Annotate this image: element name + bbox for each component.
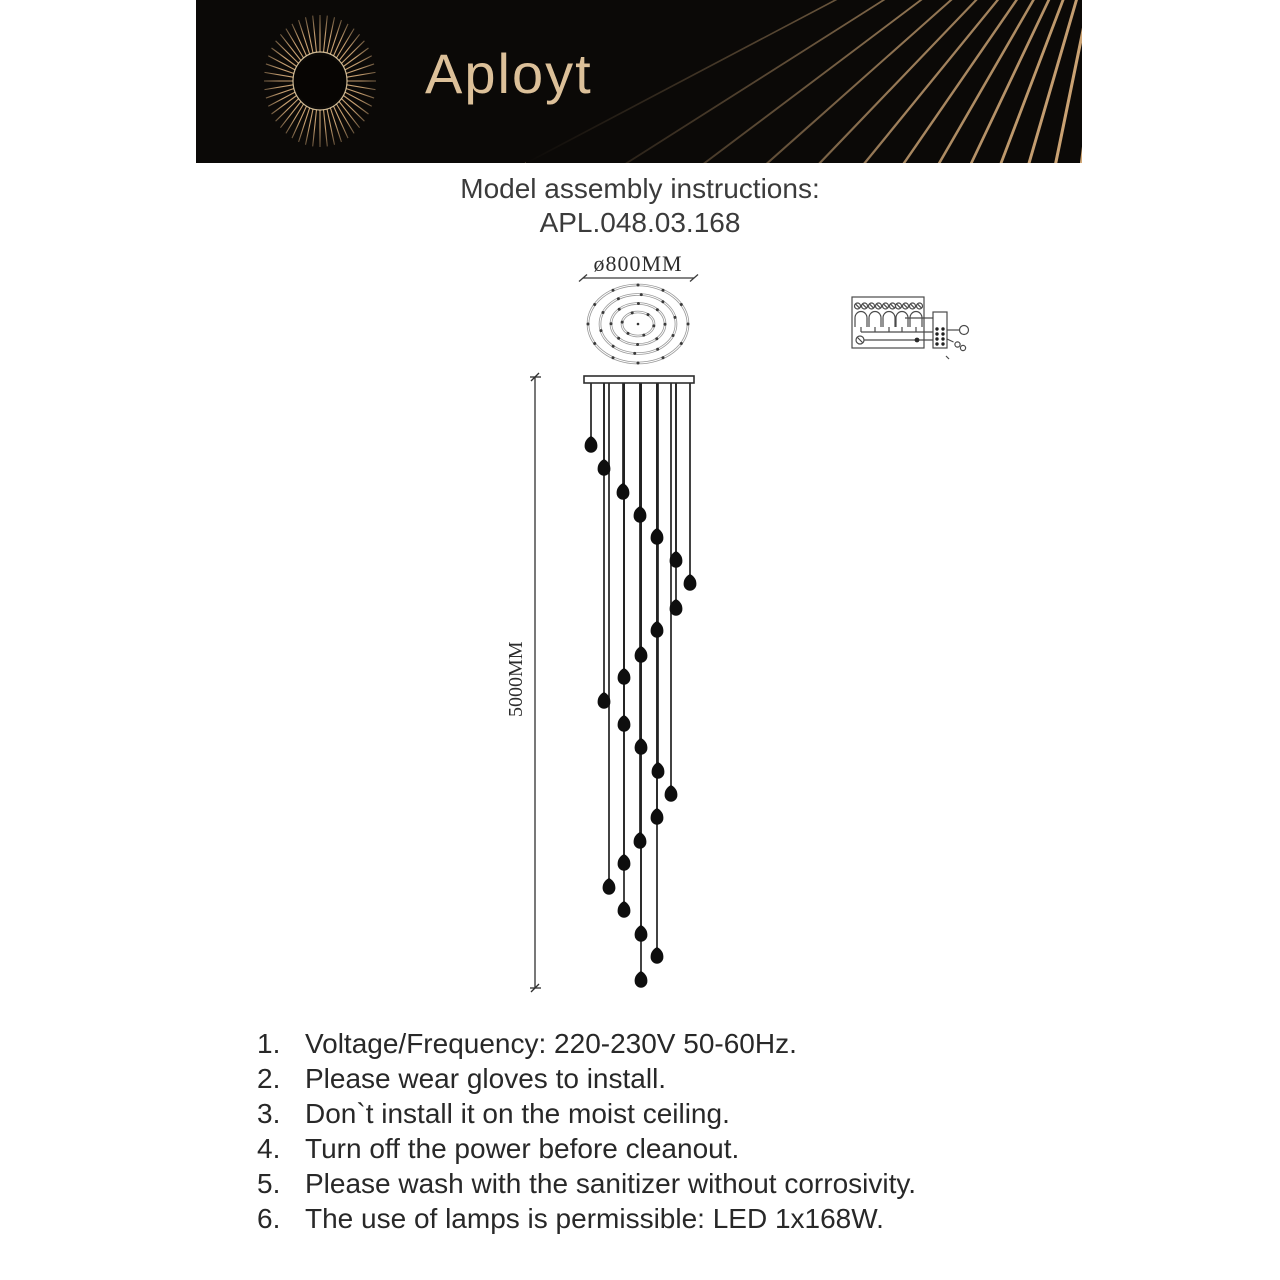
- instruction-item: [257, 1026, 916, 1061]
- instruction-item: [257, 1201, 916, 1236]
- height-dimension-label: 5000MM: [505, 641, 527, 717]
- instruction-item: [257, 1166, 916, 1201]
- instruction-item: [257, 1131, 916, 1166]
- wiring-diagram: [852, 297, 969, 359]
- item-number: 5.: [257, 1168, 281, 1199]
- brand-name: Aployt: [425, 42, 593, 105]
- item-text: Turn off the power before cleanout.: [305, 1133, 740, 1164]
- page-title: Model assembly instructions:: [460, 173, 820, 204]
- model-number: APL.048.03.168: [539, 207, 741, 238]
- item-number: 1.: [257, 1028, 281, 1059]
- instruction-item: [257, 1096, 916, 1131]
- height-dimension-line: [530, 373, 541, 992]
- item-number: 6.: [257, 1203, 281, 1234]
- item-text: Please wash with the sanitizer without corrosivity.: [305, 1168, 917, 1199]
- item-text: Don`t install it on the moist ceiling.: [305, 1098, 730, 1129]
- canopy-plate: [584, 376, 694, 383]
- instruction-list: [257, 1026, 916, 1236]
- instruction-item: [257, 1061, 916, 1096]
- item-text: The use of lamps is permissible: LED 1x168W.: [305, 1203, 884, 1234]
- item-number: 4.: [257, 1133, 281, 1164]
- lamp-top-view: [587, 284, 690, 365]
- item-text: Voltage/Frequency: 220-230V 50-60Hz.: [305, 1028, 797, 1059]
- item-text: Please wear gloves to install.: [305, 1063, 667, 1094]
- item-number: 2.: [257, 1063, 281, 1094]
- diameter-dimension-label: ø800MM: [593, 251, 683, 276]
- item-number: 3.: [257, 1098, 281, 1129]
